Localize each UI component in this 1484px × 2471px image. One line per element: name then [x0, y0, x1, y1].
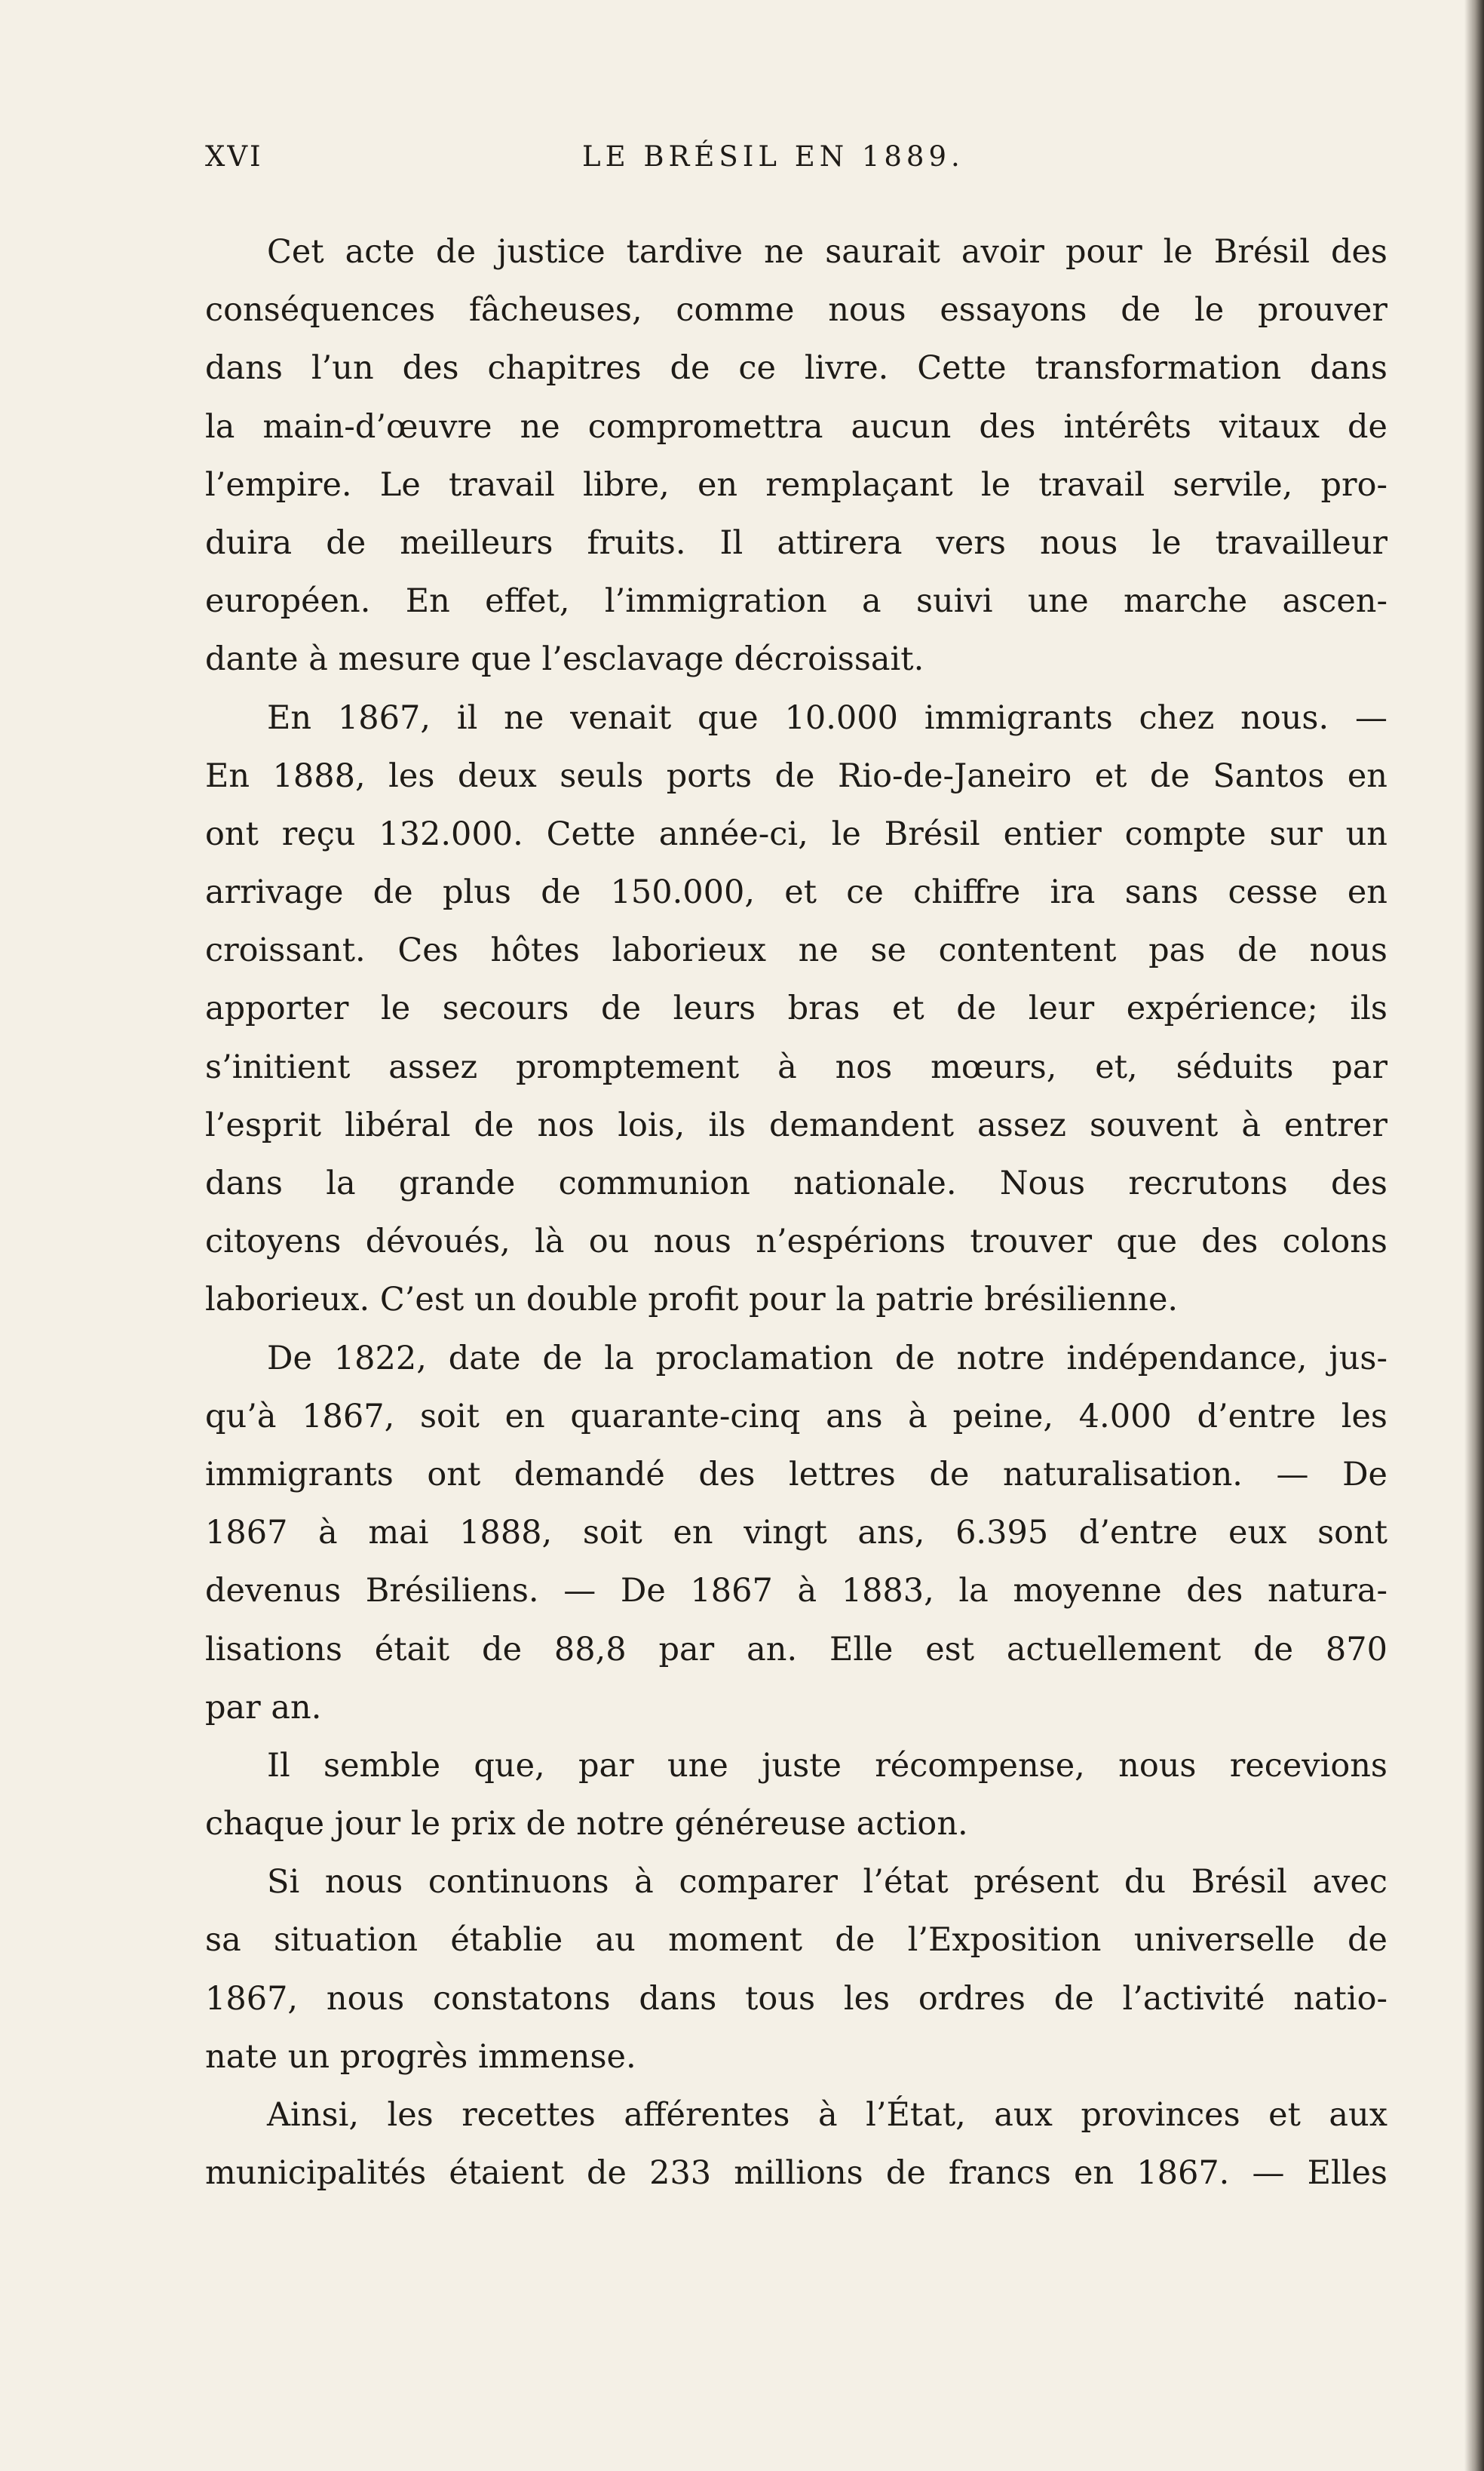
text-line: apporter le secours de leurs bras et de leur expérience; ils [205, 990, 1387, 1028]
paragraph [205, 2086, 1387, 2202]
text-line: l’esprit libéral de nos lois, ils demandent assez souvent à entrer [205, 1106, 1387, 1144]
text-line: Ainsi, les recettes afférentes à l’État, aux provinces et aux [267, 2096, 1387, 2134]
text-line: nate un progrès immense. [205, 2037, 636, 2076]
body-text [205, 223, 1387, 2202]
text-line: s’initient assez promptement à nos mœurs, et, séduits par [205, 1048, 1387, 1086]
paragraph [205, 1330, 1387, 1737]
text-line: duira de meilleurs fruits. Il attirera vers nous le travailleur [205, 523, 1387, 562]
text-line: immigrants ont demandé des lettres de naturalisation. — De [205, 1455, 1387, 1493]
text-line: En 1867, il ne venait que 10.000 immigrants chez nous. — [267, 698, 1387, 737]
page-number: XVI [205, 140, 263, 173]
text-line: 1867, nous constatons dans tous les ordres de l’activité natio- [205, 1979, 1387, 2018]
text-line: européen. En effet, l’immigration a suivi une marche ascen- [205, 582, 1387, 621]
paragraph [205, 223, 1387, 689]
text-line: Cet acte de justice tardive ne saurait avoir pour le Brésil des [267, 233, 1387, 271]
text-line: arrivage de plus de 150.000, et ce chiffre ira sans cesse en [205, 873, 1387, 912]
text-line: 1867 à mai 1888, soit en vingt ans, 6.395 d’entre eux sont [205, 1514, 1387, 1552]
paragraph [205, 689, 1387, 1330]
paragraph [205, 1737, 1387, 1853]
text-line: De 1822, date de la proclamation de notre indépendance, jus- [267, 1339, 1387, 1377]
paragraph [205, 1853, 1387, 2086]
text-line: l’empire. Le travail libre, en remplaçant le travail servile, pro- [205, 465, 1387, 504]
text-line: Il semble que, par une juste récompense, nous recevions [267, 1746, 1387, 1785]
text-line: par an. [205, 1688, 322, 1727]
text-line: municipalités étaient de 233 millions de francs en 1867. — Elles [205, 2154, 1387, 2193]
text-line: croissant. Ces hôtes laborieux ne se contentent pas de nous [205, 932, 1387, 970]
text-line: citoyens dévoués, là ou nous n’espérions trouver que des colons [205, 1223, 1387, 1261]
text-line: laborieux. C’est un double profit pour la patrie brésilienne. [205, 1281, 1179, 1319]
text-line: conséquences fâcheuses, comme nous essayons de le prouver [205, 291, 1387, 330]
running-title: LE BRÉSIL EN 1889. [582, 140, 964, 173]
text-line: lisations était de 88,8 par an. Elle est actuellement de 870 [205, 1630, 1387, 1668]
text-line: devenus Brésiliens. — De 1867 à 1883, la moyenne des natura- [205, 1572, 1387, 1610]
text-line: Si nous continuons à comparer l’état présent du Brésil avec [267, 1863, 1387, 1902]
text-line: En 1888, les deux seuls ports de Rio-de-Janeiro et de Santos en [205, 757, 1387, 795]
text-line: dans l’un des chapitres de ce livre. Cette transformation dans [205, 349, 1387, 388]
text-line: dans la grande communion nationale. Nous recrutons des [205, 1165, 1387, 1202]
running-head [205, 140, 1387, 183]
text-line: qu’à 1867, soit en quarante-cinq ans à peine, 4.000 d’entre les [205, 1397, 1387, 1435]
text-line: ont reçu 132.000. Cette année-ci, le Brésil entier compte sur un [205, 815, 1387, 853]
text-line: la main-d’œuvre ne compromettra aucun des intérêts vitaux de [205, 407, 1387, 446]
page-edge-shadow [1464, 0, 1484, 2471]
text-line: dante à mesure que l’esclavage décroissait. [205, 640, 924, 679]
text-line: chaque jour le prix de notre généreuse action. [205, 1805, 968, 1843]
text-line: sa situation établie au moment de l’Exposition universelle de [205, 1921, 1387, 1960]
